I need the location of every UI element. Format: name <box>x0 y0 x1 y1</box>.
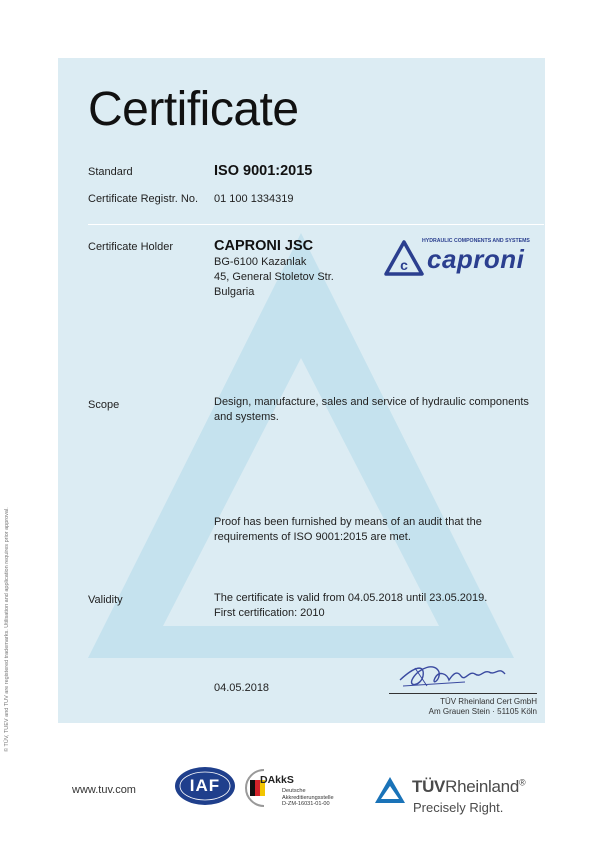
tuv-triangle-watermark <box>58 58 545 723</box>
tuv-bold: TÜV <box>412 777 446 796</box>
trademark-note: © TÜV, TUEV and TUV are registered trademarks. Utilisation and application requires prior approval. <box>4 507 10 752</box>
standard-label: Standard <box>88 166 133 178</box>
scope-text <box>214 395 529 425</box>
caproni-logo <box>384 238 544 278</box>
certifier-company: TÜV Rheinland Cert GmbH <box>440 697 537 706</box>
registered-mark: ® <box>518 777 526 788</box>
certificate-background <box>58 58 545 723</box>
footer-url[interactable]: www.tuv.com <box>72 784 136 796</box>
holder-name: CAPRONI JSC <box>214 238 314 254</box>
holder-address-line: 45, General Stoletov Str. <box>214 271 334 283</box>
registr-value: 01 100 1334319 <box>214 193 294 205</box>
caproni-wordmark: caproni <box>427 244 525 274</box>
tuv-rheinland-wordmark <box>412 777 525 797</box>
dakks-details <box>282 788 334 808</box>
validity-text <box>214 591 487 621</box>
validity-label: Validity <box>88 594 123 606</box>
tuv-slogan: Precisely Right. <box>413 800 504 815</box>
holder-label: Certificate Holder <box>88 241 173 253</box>
svg-text:c: c <box>400 257 408 273</box>
proof-statement <box>214 515 482 545</box>
divider <box>88 224 544 225</box>
dakks-line: D-ZM-16031-01-00 <box>282 801 330 807</box>
iaf-logo <box>173 766 237 806</box>
tuv-triangle-icon <box>373 775 407 805</box>
certificate-title: Certificate <box>88 83 299 136</box>
signature-image <box>395 656 525 696</box>
dakks-line: Deutsche <box>282 788 306 794</box>
registr-label: Certificate Registr. No. <box>88 193 199 205</box>
caproni-tagline: HYDRAULIC COMPONENTS AND SYSTEMS <box>422 238 530 244</box>
holder-address-line: BG-6100 Kazanlak <box>214 256 307 268</box>
dakks-line: Akkreditierungsstelle <box>282 794 334 801</box>
validity-line: The certificate is valid from 04.05.2018 until 23.05.2019. <box>214 592 488 604</box>
proof-line: requirements of ISO 9001:2015 are met. <box>214 531 411 543</box>
holder-address-line: Bulgaria <box>214 286 255 298</box>
dakks-logo <box>244 768 364 816</box>
scope-label: Scope <box>88 399 120 411</box>
proof-line: Proof has been furnished by means of an audit that the <box>214 516 482 528</box>
iaf-text: IAF <box>189 776 221 795</box>
issue-date: 04.05.2018 <box>214 682 270 694</box>
dakks-name: DAkkS <box>260 774 294 786</box>
holder-address <box>214 255 334 300</box>
standard-value: ISO 9001:2015 <box>214 163 313 179</box>
signature-caption <box>389 697 537 717</box>
scope-line: and systems. <box>214 411 279 423</box>
certifier-address: Am Grauen Stein · 51105 Köln <box>428 707 537 716</box>
scope-line: Design, manufacture, sales and service of hydraulic components <box>214 396 529 408</box>
validity-line: First certification: 2010 <box>214 607 325 619</box>
signature-line <box>389 693 537 694</box>
caproni-triangle-icon <box>384 240 424 276</box>
tuv-light: Rheinland <box>445 777 519 796</box>
